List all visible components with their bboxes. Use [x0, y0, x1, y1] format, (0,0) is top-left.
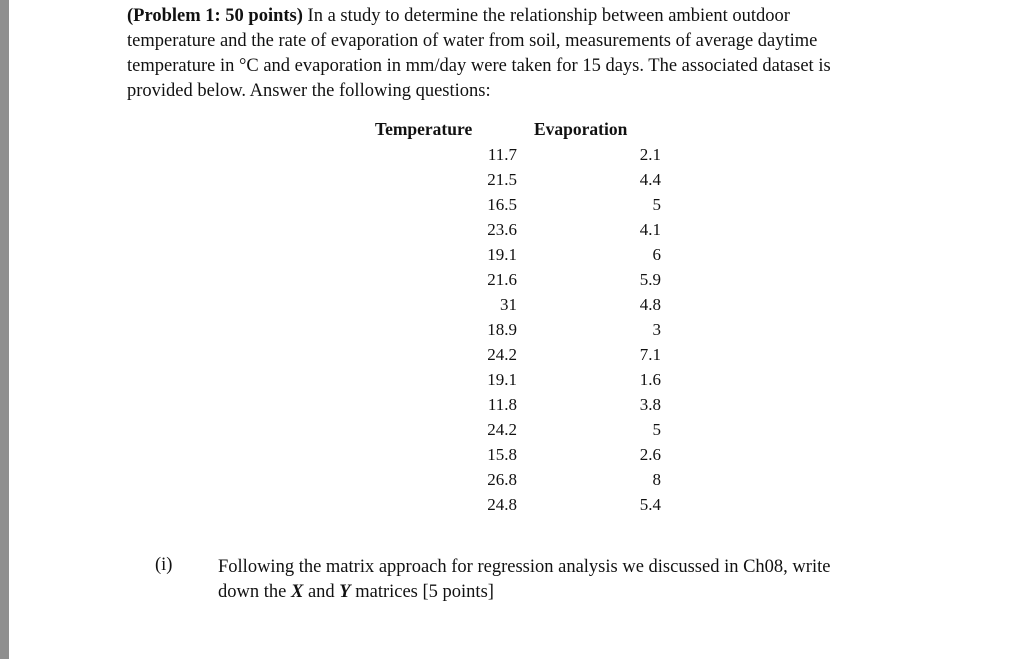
temperature-cell: 18.9: [487, 320, 517, 339]
question-line-2: [218, 580, 938, 605]
temperature-cell: 11.7: [487, 145, 517, 164]
evaporation-cell: 5.9: [639, 270, 661, 289]
problem-label: (Problem 1: 50 points): [127, 6, 303, 26]
question-number: (i): [155, 555, 173, 575]
temperature-cell: 15.8: [487, 445, 517, 464]
question-text: [218, 555, 938, 605]
evaporation-cell: 2.1: [639, 145, 661, 164]
evaporation-cell: 3: [652, 320, 661, 339]
temperature-cell: 16.5: [487, 195, 517, 214]
temperature-cell: 26.8: [487, 470, 517, 489]
question-text-b: and: [303, 582, 340, 602]
header-temperature: Temperature: [375, 119, 473, 139]
evaporation-cell: 7.1: [639, 345, 661, 364]
evaporation-cell: 2.6: [639, 445, 661, 464]
question-text-a: down the: [218, 582, 291, 602]
problem-text-1: In a study to determine the relationship between ambient outdoor: [302, 6, 790, 26]
question-line-1: Following the matrix approach for regression analysis we discussed in Ch08, write: [218, 557, 831, 577]
temperature-cell: 24.8: [487, 495, 517, 514]
y-matrix-symbol: Y: [339, 582, 351, 602]
evaporation-cell: 8: [652, 470, 661, 489]
evaporation-cell: 5.4: [639, 495, 661, 514]
temperature-cell: 24.2: [487, 420, 517, 439]
temperature-cell: 19.1: [487, 245, 517, 264]
temperature-cell: 21.6: [487, 270, 517, 289]
temperature-cell: 19.1: [487, 370, 517, 389]
evaporation-cell: 4.8: [639, 295, 661, 314]
header-evaporation: Evaporation: [534, 119, 628, 139]
evaporation-cell: 4.4: [639, 170, 661, 189]
evaporation-cell: 1.6: [639, 370, 661, 389]
temperature-cell: 24.2: [487, 345, 517, 364]
problem-line-4: provided below. Answer the following questions:: [127, 81, 491, 101]
evaporation-cell: 3.8: [639, 395, 661, 414]
temperature-cell: 21.5: [487, 170, 517, 189]
evaporation-cell: 6: [652, 245, 661, 264]
problem-line-2: temperature and the rate of evaporation of water from soil, measurements of average daytime: [127, 31, 818, 51]
evaporation-cell: 4.1: [639, 220, 661, 239]
temperature-cell: 11.8: [487, 395, 517, 414]
problem-line-3: temperature in °C and evaporation in mm/day were taken for 15 days. The associated dataset is: [127, 56, 831, 76]
evaporation-cell: 5: [652, 195, 661, 214]
x-matrix-symbol: X: [290, 582, 304, 602]
temperature-cell: 23.6: [487, 220, 517, 239]
evaporation-cell: 5: [652, 420, 661, 439]
question-text-c: matrices [5 points]: [350, 582, 494, 602]
temperature-cell: 31: [500, 295, 517, 314]
